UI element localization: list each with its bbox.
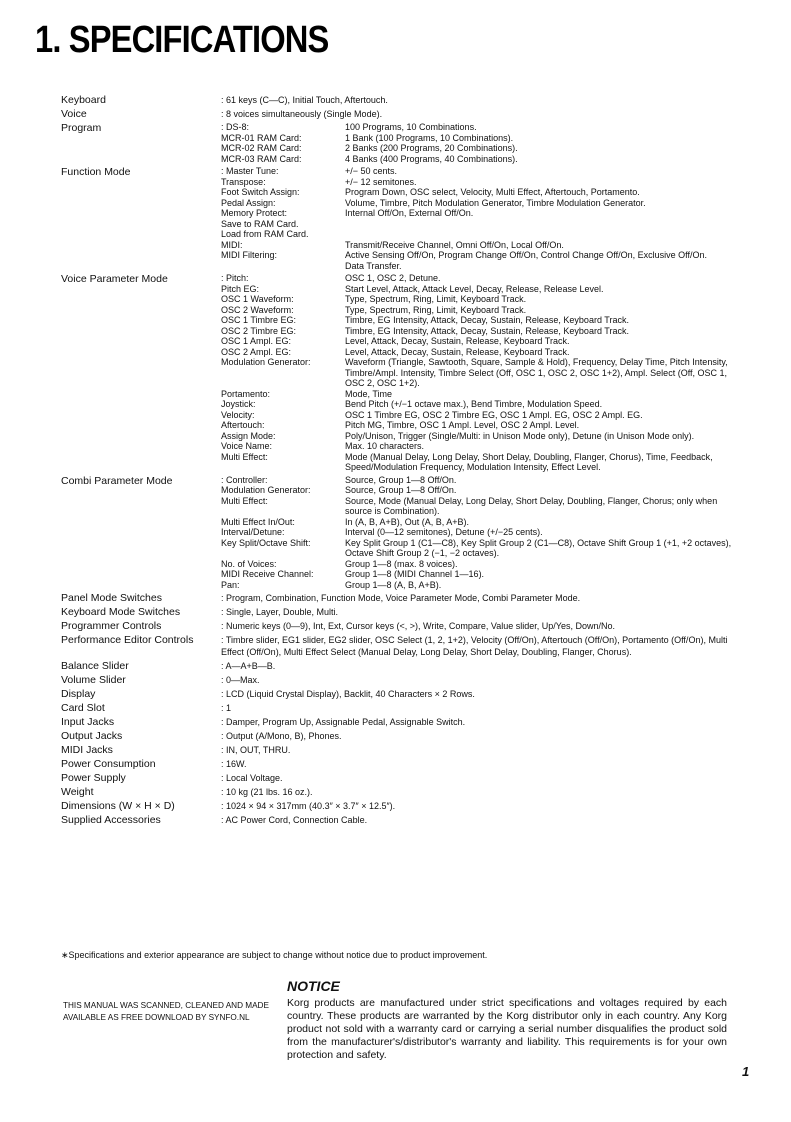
spec-label: Card Slot [61,702,105,714]
spec-subvalue: Group 1—8 (MIDI Channel 1—16). [345,569,485,579]
spec-label: Performance Editor Controls [61,634,194,646]
spec-sublabel: Velocity: [221,409,255,420]
spec-body [221,475,741,591]
spec-sublabel: Save to RAM Card. [221,218,299,229]
spec-sublabel: Joystick: [221,399,256,409]
spec-label: Supplied Accessories [61,814,161,826]
spec-subrow [221,122,741,133]
spec-body [221,688,741,700]
spec-body [221,122,741,164]
scan-credit-note: THIS MANUAL WAS SCANNED, CLEANED AND MADE AVAILABLE AS FREE DOWNLOAD BY SYNFO.NL [63,1001,269,1022]
spec-body [221,273,741,473]
spec-subvalue: Source, Group 1—8 Off/On. [345,474,457,485]
spec-subrow [221,538,741,559]
spec-sublabel: Multi Effect: [221,451,268,462]
spec-subvalue: +/− 12 semitones. [345,176,417,187]
spec-subrow [221,240,741,251]
spec-subrow [221,399,741,410]
spec-subrow [221,273,741,284]
spec-value: : 1024 × 94 × 317mm (40.3″ × 3.7″ × 12.5″). [221,801,396,811]
spec-subvalue: OSC 1 Timbre EG, OSC 2 Timbre EG, OSC 1 Ampl. EG, OSC 2 Ampl. EG. [345,409,643,420]
spec-label: Panel Mode Switches [61,592,162,604]
spec-subvalue: Data Transfer. [345,260,402,271]
spec-subrow [221,208,741,219]
spec-sublabel: Multi Effect In/Out: [221,516,295,527]
spec-subrow [221,143,741,154]
spec-section [61,592,741,604]
spec-subrow [221,154,741,165]
spec-sublabel: Voice Name: [221,441,273,451]
spec-value: : 16W. [221,759,247,769]
spec-subrow [221,527,741,538]
spec-body [221,660,741,672]
spec-subrow [221,336,741,347]
spec-label: Program [61,122,102,134]
spec-subrow [221,177,741,188]
spec-subrow [221,357,741,389]
spec-subvalue: Mode, Time [345,388,393,399]
spec-sublabel: Pedal Assign: [221,197,276,208]
spec-subvalue: Pitch MG, Timbre, OSC 1 Ampl. Level, OSC 2 Ampl. Level. [345,420,580,430]
spec-subvalue: Max. 10 characters. [345,441,425,451]
spec-subvalue: Key Split Group 1 (C1—C8), Key Split Group 2 (C1—C8), Octave Shift Group 1 (+1, +2 octaves), Octave Shift Group 2 (−1, −2 octaves). [345,537,732,558]
page-number: 1 [742,1064,750,1079]
spec-section [61,772,741,784]
spec-section [61,758,741,770]
spec-subrow [221,347,741,358]
spec-label: Weight [61,786,94,798]
spec-sublabel: Key Split/Octave Shift: [221,537,311,548]
spec-value: : Program, Combination, Function Mode, Voice Parameter Mode, Combi Parameter Mode. [221,593,581,603]
notice-body: Korg products are manufactured under strict specifications and voltages required by each country. These products are warranted by the Korg distributor only in each country. Any Korg product not sold with a warranty card or carrying a serial number disqualifies the product sold from the manufacturer's/distributor's warranty and liability. This requirements is for your own protection and safety. [287,997,727,1061]
spec-subvalue [345,229,741,240]
spec-section [61,634,741,658]
spec-subvalue: OSC 1, OSC 2, Detune. [345,273,441,283]
spec-sublabel: Pitch EG: [221,283,260,294]
spec-body [221,674,741,686]
spec-subrow [221,475,741,486]
spec-subvalue: Group 1—8 (max. 8 voices). [345,558,458,569]
spec-sublabel [221,261,345,272]
spec-section [61,94,741,106]
spec-subrow [221,219,741,230]
footnote: ∗Specifications and exterior appearance are subject to change without notice due to product improvement. [61,950,488,960]
spec-sublabel: OSC 1 Waveform: [221,294,294,304]
spec-sublabel: OSC 1 Timbre EG: [221,315,297,325]
spec-subvalue: 4 Banks (400 Programs, 40 Combinations). [345,153,518,164]
spec-body [221,716,741,728]
spec-subvalue: Level, Attack, Decay, Sustain, Release, Keyboard Track. [345,336,570,346]
spec-body [221,592,741,604]
spec-label: Function Mode [61,166,131,178]
spec-value: : A—A+B—B. [221,661,276,671]
spec-body [221,800,741,812]
spec-subvalue: Internal Off/On, External Off/On. [345,208,474,218]
spec-sublabel: Foot Switch Assign: [221,187,300,197]
spec-label: Keyboard Mode Switches [61,606,181,618]
specifications-list [61,94,741,828]
spec-sublabel: OSC 1 Ampl. EG: [221,336,292,346]
spec-sublabel: Modulation Generator: [221,357,311,367]
spec-value: : AC Power Cord, Connection Cable. [221,815,368,825]
spec-sublabel: : Pitch: [221,273,249,283]
spec-label: Programmer Controls [61,620,162,632]
spec-label: Power Consumption [61,758,156,770]
spec-section [61,620,741,632]
spec-subrow [221,559,741,570]
spec-section [61,730,741,742]
spec-subvalue: Level, Attack, Decay, Sustain, Release, Keyboard Track. [345,346,570,357]
spec-section [61,702,741,714]
spec-subrow [221,198,741,209]
spec-subvalue: Start Level, Attack, Attack Level, Decay, Release, Release Level. [345,283,604,294]
spec-subvalue: Source, Mode (Manual Delay, Long Delay, Short Delay, Doubling, Flanger, Chorus; only when source is Combination). [345,495,718,516]
spec-body [221,94,741,106]
spec-subrow [221,166,741,177]
spec-value: : 61 keys (C—C), Initial Touch, Aftertouch. [221,95,388,105]
spec-subvalue: Program Down, OSC select, Velocity, Multi Effect, Aftertouch, Portamento. [345,187,640,197]
spec-section [61,688,741,700]
page-title: 1. SPECIFICATIONS [35,19,329,61]
spec-value: : Output (A/Mono, B), Phones. [221,731,342,741]
spec-subrow [221,410,741,421]
spec-subrow [221,420,741,431]
spec-label: Input Jacks [61,716,115,728]
spec-section [61,108,741,120]
spec-body [221,758,741,770]
spec-label: Keyboard [61,94,106,106]
spec-subvalue: Active Sensing Off/On, Program Change Off/On, Control Change Off/On, Exclusive Off/On. [345,250,708,260]
spec-subrow [221,187,741,198]
spec-subvalue: Group 1—8 (A, B, A+B). [345,579,442,590]
spec-body [221,730,741,742]
spec-subvalue: Waveform (Triangle, Sawtooth, Square, Sample & Hold), Frequency, Delay Time, Pitch Intensity, Timbre/Ampl. Intensity, Timbre Select (Off, OSC 1, OSC 2, OSC 1+2), Ampl. Select (Off, OSC 1, OSC 2, OSC 1+2). [345,357,728,388]
spec-section [61,122,741,164]
spec-body [221,772,741,784]
spec-subvalue: Timbre, EG Intensity, Attack, Decay, Sustain, Release, Keyboard Track. [345,325,629,336]
spec-section [61,674,741,686]
spec-subrow [221,580,741,591]
spec-label: Output Jacks [61,730,123,742]
spec-label: Voice [61,108,87,120]
spec-subrow [221,261,741,272]
spec-subvalue: Source, Group 1—8 Off/On. [345,485,457,495]
spec-subvalue: Mode (Manual Delay, Long Delay, Short Delay, Doubling, Flanger, Chorus), Time, Feedback, Speed/Modulation Frequency, Modulation Intensity, Effect Level. [345,451,713,472]
spec-section [61,273,741,473]
spec-subvalue: Poly/Unison, Trigger (Single/Multi: in Unison Mode only), Detune (in Unison Mode only). [345,430,695,441]
spec-sublabel: No. of Voices: [221,558,277,569]
spec-body [221,166,741,271]
spec-body [221,786,741,798]
spec-body [221,108,741,120]
spec-sublabel: : Controller: [221,474,268,485]
spec-body [221,606,741,618]
spec-subrow [221,326,741,337]
spec-sublabel: Pan: [221,579,240,590]
spec-sublabel: Assign Mode: [221,430,276,441]
spec-label: Volume Slider [61,674,126,686]
spec-sublabel: MIDI Receive Channel: [221,569,314,579]
spec-label: Voice Parameter Mode [61,273,168,285]
spec-body [221,744,741,756]
spec-section [61,716,741,728]
spec-sublabel: OSC 2 Timbre EG: [221,325,297,336]
spec-sublabel: MCR-03 RAM Card: [221,153,302,164]
spec-subrow [221,517,741,528]
spec-subrow [221,431,741,442]
spec-sublabel: Aftertouch: [221,420,265,430]
spec-body [221,620,741,632]
spec-sublabel: MIDI: [221,239,243,250]
spec-subvalue: Type, Spectrum, Ring, Limit, Keyboard Track. [345,294,527,304]
spec-value: : 8 voices simultaneously (Single Mode). [221,109,383,119]
spec-body [221,634,741,658]
spec-subrow [221,441,741,452]
spec-subrow [221,389,741,400]
spec-subrow [221,250,741,261]
spec-sublabel: Modulation Generator: [221,485,311,495]
spec-value: : 1 [221,703,232,713]
spec-subvalue: Transmit/Receive Channel, Omni Off/On, Local Off/On. [345,239,564,250]
spec-value: : 0—Max. [221,675,260,685]
spec-value: : Timbre slider, EG1 slider, EG2 slider, OSC Select (1, 2, 1+2), Velocity (Off/On), Aftertouch (Off/On), Portamento (Off/On), Multi Effect (Off/On), Multi Effect Select (Manual Delay, Long Delay, Short Delay, Doubling, Flanger, Chorus). [221,635,728,657]
spec-value: : Numeric keys (0—9), Int, Ext, Cursor keys (<, >), Write, Compare, Value slider, Up/Yes, Down/No. [221,621,615,631]
spec-subvalue: Bend Pitch (+/−1 octave max.), Bend Timbre, Modulation Speed. [345,399,603,409]
spec-subvalue: Type, Spectrum, Ring, Limit, Keyboard Track. [345,304,527,315]
spec-value: : Local Voltage. [221,773,283,783]
spec-section [61,475,741,591]
spec-section [61,660,741,672]
spec-subrow [221,496,741,517]
spec-section [61,814,741,826]
spec-subvalue: 2 Banks (200 Programs, 20 Combinations). [345,143,518,153]
spec-sublabel: : Master Tune: [221,166,279,176]
spec-sublabel: MCR-02 RAM Card: [221,143,302,153]
spec-subrow [221,452,741,473]
spec-sublabel: Interval/Detune: [221,527,285,537]
spec-label: Balance Slider [61,660,129,672]
spec-subrow [221,229,741,240]
spec-section [61,786,741,798]
spec-subvalue: In (A, B, A+B), Out (A, B, A+B). [345,516,470,527]
spec-value: : LCD (Liquid Crystal Display), Backlit, 40 Characters × 2 Rows. [221,689,475,699]
spec-sublabel: Load from RAM Card. [221,229,309,239]
spec-subrow [221,294,741,305]
spec-subrow [221,315,741,326]
spec-section [61,744,741,756]
spec-subrow [221,133,741,144]
spec-subrow [221,485,741,496]
spec-subvalue: Timbre, EG Intensity, Attack, Decay, Sustain, Release, Keyboard Track. [345,315,629,325]
spec-subrow [221,569,741,580]
spec-sublabel: OSC 2 Waveform: [221,304,294,315]
spec-subrow [221,305,741,316]
spec-label: MIDI Jacks [61,744,113,756]
spec-section [61,606,741,618]
spec-label: Display [61,688,96,700]
spec-section [61,166,741,271]
notice-title: NOTICE [287,978,340,994]
spec-label: Dimensions (W × H × D) [61,800,175,812]
spec-body [221,814,741,826]
spec-subvalue [345,219,741,230]
spec-sublabel: MIDI Filtering: [221,250,278,260]
spec-body [221,702,741,714]
spec-label: Power Supply [61,772,126,784]
spec-sublabel: MCR-01 RAM Card: [221,132,302,143]
spec-subvalue: Volume, Timbre, Pitch Modulation Generator, Timbre Modulation Generator. [345,197,646,208]
spec-subvalue: 1 Bank (100 Programs, 10 Combinations). [345,132,514,143]
spec-sublabel: : DS-8: [221,122,250,132]
spec-subrow [221,284,741,295]
spec-label: Combi Parameter Mode [61,474,173,487]
spec-sublabel: Transpose: [221,176,266,187]
spec-value: : Damper, Program Up, Assignable Pedal, Assignable Switch. [221,717,466,727]
spec-sublabel: OSC 2 Ampl. EG: [221,346,292,357]
spec-value: : 10 kg (21 lbs. 16 oz.). [221,787,313,797]
spec-section [61,800,741,812]
spec-value: : Single, Layer, Double, Multi. [221,607,339,617]
spec-value: : IN, OUT, THRU. [221,745,291,755]
spec-subvalue: 100 Programs, 10 Combinations. [345,122,477,132]
spec-subvalue: Interval (0—12 semitones), Detune (+/−25 cents). [345,527,543,537]
spec-sublabel: Memory Protect: [221,208,288,218]
spec-sublabel: Portamento: [221,388,271,399]
spec-sublabel: Multi Effect: [221,495,268,506]
spec-subvalue: +/− 50 cents. [345,166,398,176]
